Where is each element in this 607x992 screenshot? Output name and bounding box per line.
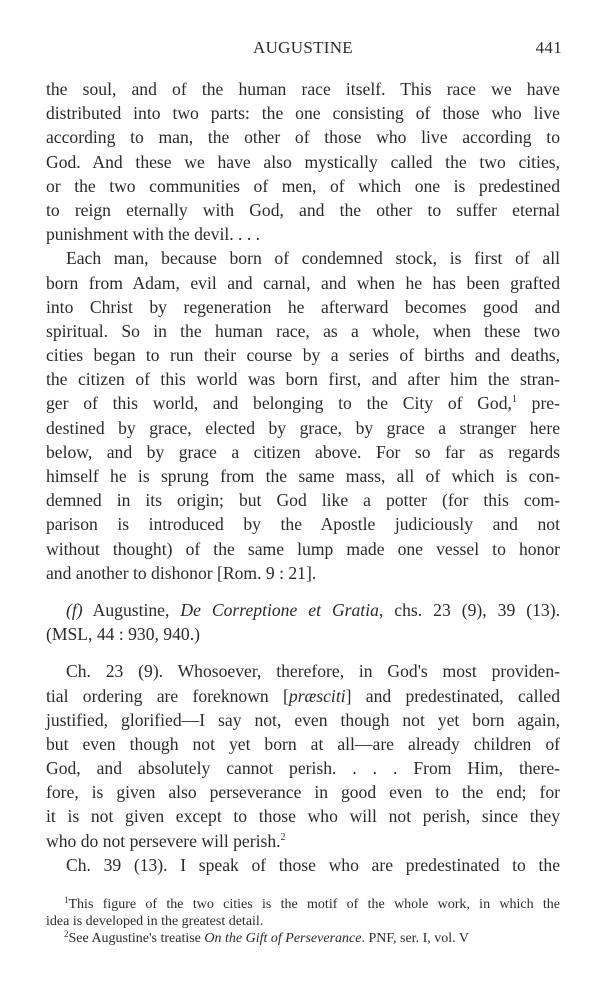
text-line: spiritual. So in the human race, as a whole, when these two <box>46 320 560 341</box>
running-head <box>46 38 560 62</box>
source-chapters: , chs. 23 (9), 39 (13). <box>378 599 560 620</box>
footnote-1-continued: idea is developed in the greatest detail. <box>46 914 264 929</box>
running-title: AUGUSTINE <box>253 38 353 57</box>
source-author: Augustine, <box>82 599 181 620</box>
section-marker: (f) <box>66 599 83 620</box>
text-segment: pre- <box>516 393 560 414</box>
footnote-marker: 1 <box>64 895 69 905</box>
text-segment: ] and predestinated, called <box>345 685 560 706</box>
footnote-2 <box>46 930 560 947</box>
text-line: destined by grace, elected by grace, by grace a stranger here <box>46 417 560 438</box>
text-line: justified, glorified—I say not, even though not yet born again, <box>46 709 560 730</box>
footnotes <box>46 896 560 947</box>
text-line: punishment with the devil. . . . <box>46 224 261 245</box>
text-segment: tial ordering are foreknown [ <box>46 685 289 706</box>
text-line <box>46 684 560 708</box>
source-heading <box>46 598 560 646</box>
text-segment: who do not persevere will perish. <box>46 830 281 851</box>
section-gap <box>46 585 560 598</box>
paragraph-ch-23 <box>46 659 560 853</box>
text-line: Ch. 23 (9). Whosoever, therefore, in God's most providen- <box>66 661 560 682</box>
text-line: God, and absolutely cannot perish. . . . From Him, there- <box>46 758 560 779</box>
page-number: 441 <box>535 38 562 57</box>
text-line: into Christ by regeneration he afterward becomes good and <box>46 296 560 317</box>
footnote-text: This figure of the two cities is the motif of the whole work, in which the <box>68 897 560 912</box>
footnote-text: . PNF, ser. I, vol. V <box>361 931 469 946</box>
footnote-ref-1[interactable]: 1 <box>511 394 517 406</box>
text-line: according to man, the other of those who live according to <box>46 127 560 148</box>
text-line: born from Adam, evil and carnal, and when he has been grafted <box>46 272 560 293</box>
footnote-marker: 2 <box>64 929 69 939</box>
text-line: and another to dishonor [Rom. 9 : 21]. <box>46 562 317 583</box>
text-line: parison is introduced by the Apostle judiciously and not <box>46 514 560 535</box>
text-line: fore, is given also perseverance in good even to the end; for <box>46 782 560 803</box>
text-line: distributed into two parts: the one consisting of those who live <box>46 103 560 124</box>
text-line: below, and by grace a citizen above. For so far as regards <box>46 441 560 462</box>
text-line: without thought) of the same lump made one vessel to honor <box>46 538 560 559</box>
text-line: or the two communities of men, of which one is predestined <box>46 175 560 196</box>
paragraph-city-of-god-continued <box>46 77 560 246</box>
source-work-title: De Correptione et Gratia <box>180 599 379 620</box>
text-line <box>46 391 560 415</box>
text-line: Ch. 39 (13). I speak of those who are predestinated to the <box>66 854 560 875</box>
text-line: Each man, because born of condemned stock, is first of all <box>66 248 560 269</box>
text-line: God. And these we have also mystically called the two cities, <box>46 151 560 172</box>
text-line: the citizen of this world was born first, and after him the stran- <box>46 369 560 390</box>
text-line: cities began to run their course by a series of births and deaths, <box>46 345 560 366</box>
text-line: it is not given except to those who will not perish, since they <box>46 806 560 827</box>
source-reference: (MSL, 44 : 930, 940.) <box>46 624 200 645</box>
paragraph-each-man <box>46 246 560 585</box>
section-gap <box>46 646 560 659</box>
text-line: to reign eternally with God, and the other to suffer eternal <box>46 199 560 220</box>
paragraph-ch-39 <box>46 853 560 877</box>
latin-term: præsciti <box>288 685 346 706</box>
text-segment: ger of this world, and belonging to the City of God, <box>46 393 512 414</box>
text-line: demned in its origin; but God like a potter (for this com- <box>46 490 560 511</box>
footnote-text: See Augustine's treatise <box>68 931 205 946</box>
text-line <box>46 829 560 853</box>
footnote-ref-2[interactable]: 2 <box>280 831 286 843</box>
text-line: the soul, and of the human race itself. This race we have <box>46 79 560 99</box>
source-citation-line <box>46 598 560 622</box>
footnote-1 <box>46 896 560 913</box>
text-line: himself he is sprung from the same mass, all of which is con- <box>46 466 560 486</box>
page-body <box>46 77 560 877</box>
footnote-work-title: On the Gift of Perseverance <box>204 931 362 946</box>
text-line: but even though not yet born at all—are already children of <box>46 733 560 754</box>
